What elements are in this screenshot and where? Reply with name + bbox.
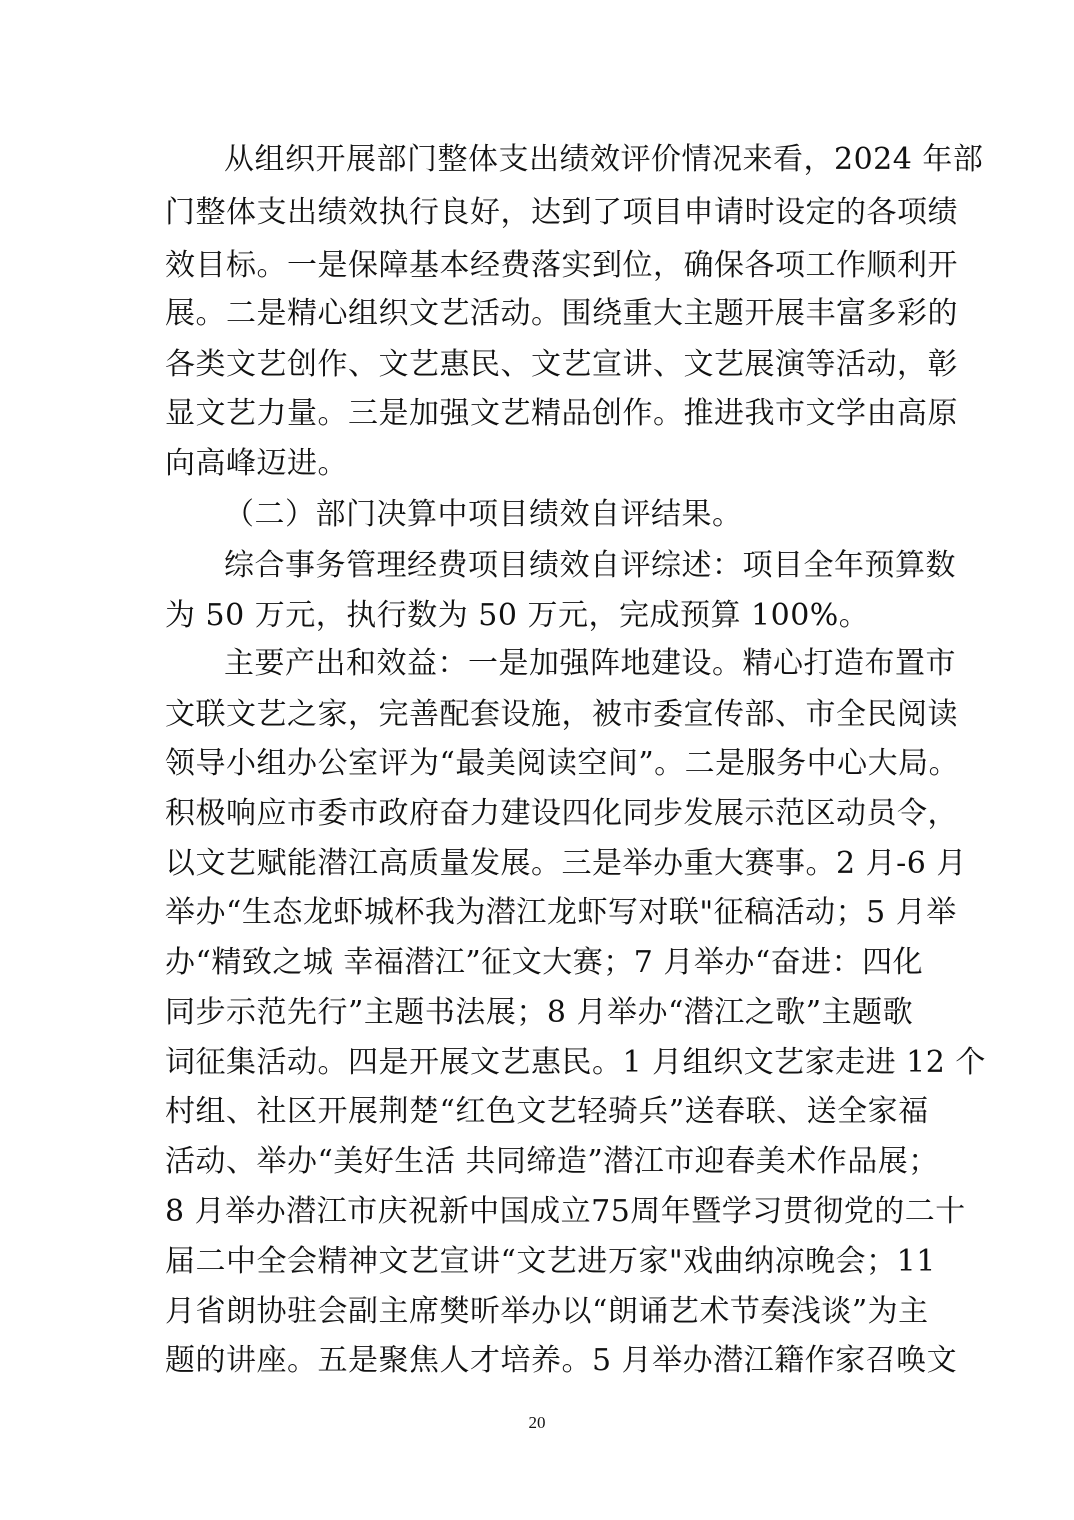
paragraph-line: 词征集活动。四是开展文艺惠民。1 月组织文艺家走进 12 个 — [165, 1045, 986, 1080]
paragraph-line: 综合事务管理经费项目绩效自评综述：项目全年预算数 — [224, 548, 956, 583]
paragraph-line: 以文艺赋能潜江高质量发展。三是举办重大赛事。2 月-6 月 — [165, 846, 967, 881]
paragraph-line: 活动、举办“美好生活 共同缔造”潜江市迎春美术作品展； — [165, 1144, 939, 1179]
paragraph-line: 举办“生态龙虾城杯我为潜江龙虾写对联"征稿活动；5 月举 — [165, 895, 957, 930]
paragraph-line: 领导小组办公室评为“最美阅读空间”。二是服务中心大局。 — [165, 746, 960, 781]
paragraph-line: 月省朗协驻会副主席樊昕举办以“朗诵艺术节奏浅谈”为主 — [165, 1294, 929, 1329]
paragraph-line: 村组、社区开展荆楚“红色文艺轻骑兵”送春联、送全家福 — [165, 1094, 929, 1129]
paragraph-line: 题的讲座。五是聚焦人才培养。5 月举办潜江籍作家召唤文 — [165, 1343, 958, 1378]
paragraph-line: 效目标。一是保障基本经费落实到位，确保各项工作顺利开 — [165, 248, 958, 283]
paragraph-line: 8 月举办潜江市庆祝新中国成立75周年暨学习贯彻党的二十 — [165, 1194, 966, 1229]
paragraph-line: 各类文艺创作、文艺惠民、文艺宣讲、文艺展演等活动，彰 — [165, 347, 958, 382]
paragraph-line: 同步示范先行”主题书法展；8 月举办“潜江之歌”主题歌 — [165, 995, 914, 1030]
paragraph-line: 积极响应市委市政府奋力建设四化同步发展示范区动员令， — [165, 796, 958, 831]
paragraph-line: 门整体支出绩效执行良好，达到了项目申请时设定的各项绩 — [165, 195, 958, 230]
paragraph-line: 文联文艺之家，完善配套设施，被市委宣传部、市全民阅读 — [165, 697, 958, 732]
paragraph-line: 展。二是精心组织文艺活动。围绕重大主题开展丰富多彩的 — [165, 296, 958, 331]
paragraph-line: 为 50 万元，执行数为 50 万元，完成预算 100%。 — [165, 598, 870, 633]
paragraph-line: 主要产出和效益：一是加强阵地建设。精心打造布置市 — [224, 646, 956, 681]
paragraph-line: 届二中全会精神文艺宣讲“文艺进万家"戏曲纳凉晚会；11 — [165, 1244, 936, 1279]
section-heading: （二）部门决算中项目绩效自评结果。 — [224, 497, 743, 532]
page-number: 20 — [528, 1413, 546, 1432]
paragraph-line: 办“精致之城 幸福潜江”征文大赛；7 月举办“奋进：四化 — [165, 945, 924, 980]
paragraph-line: 从组织开展部门整体支出绩效评价情况来看，2024 年部 — [224, 142, 984, 177]
paragraph-line: 显文艺力量。三是加强文艺精品创作。推进我市文学由高原 — [165, 396, 958, 431]
paragraph-line: 向高峰迈进。 — [165, 446, 348, 481]
